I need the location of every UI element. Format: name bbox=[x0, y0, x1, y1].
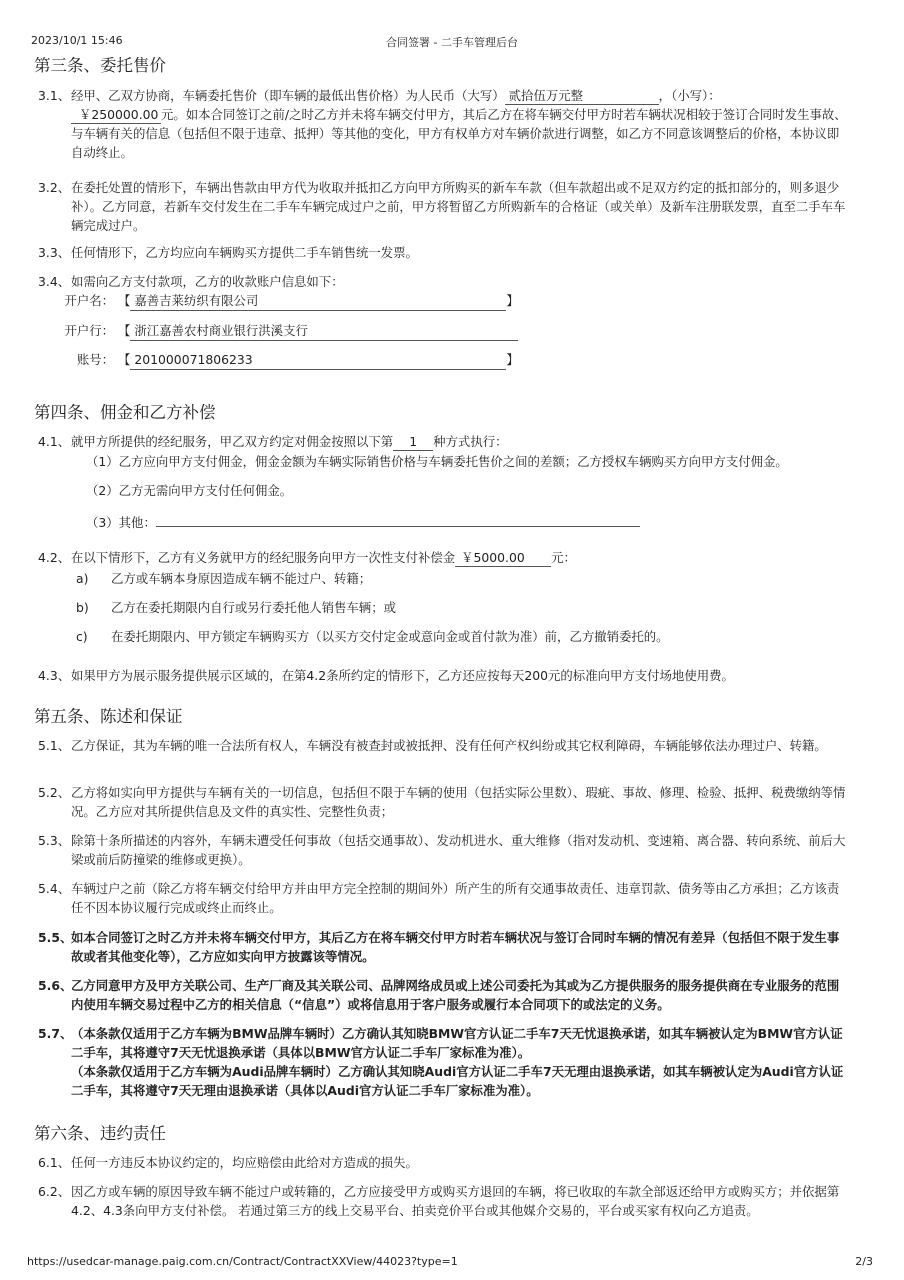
print-timestamp: 2023/10/1 15:46 bbox=[31, 34, 123, 47]
option-2: （2）乙方无需向甲方支付任何佣金。 bbox=[86, 483, 293, 498]
clause-5-3: 5.3、 除第十条所描述的内容外，车辆未遭受任何事故（包括交通事故）、发动机进水、重大维修（指对发动机、变速箱、离合器、转向系统、前后大梁或前后防撞梁的维修或更换）。 bbox=[38, 833, 846, 867]
clause-6-2: 6.2、 因乙方或车辆的原因导致车辆不能过户或转籍的，乙方应接受甲方或购买方退回的车辆，将已收取的车款全部返还给甲方或购买方；并依据第4.2、4.3条向甲方支付补偿。 若通过第三方的线上交易平台、拍卖竞价平台或其他媒介交易的，平台或买家有权向乙方追责。 bbox=[38, 1184, 840, 1218]
list-item-a: a) 乙方或车辆本身原因造成车辆不能过户、转籍； bbox=[76, 571, 372, 586]
print-header bbox=[31, 34, 873, 48]
section-4-title: 第四条、佣金和乙方补偿 bbox=[34, 403, 216, 422]
clause-5-2: 5.2、 乙方将如实向甲方提供与车辆有关的一切信息，包括但不限于车辆的使用（包括实际公里数）、瑕疵、事故、修理、检验、抵押、税费缴纳等情况。乙方应对其所提供信息及文件的真实性、完整性负责； bbox=[38, 785, 846, 819]
clause-4-1: 4.1、 就甲方所提供的经纪服务，甲乙双方约定对佣金按照以下第 1 种方式执行： bbox=[38, 434, 508, 449]
page-url: https://usedcar-manage.paig.com.cn/Contract/ContractXXView/44023?type=1 bbox=[27, 1255, 458, 1268]
clause-4-3: 4.3、 如果甲方为展示服务提供展示区域的，在第4.2条所约定的情形下，乙方还应按每天200元的标准向甲方支付场地使用费。 bbox=[38, 668, 734, 683]
clause-5-6: 5.6、 乙方同意甲方及甲方关联公司、生产厂商及其关联公司、品牌网络成员或上述公司委托为其或为乙方提供服务的服务提供商在专业服务的范围内使用车辆交易过程中乙方的相关信息（“信息”）或将信息用于客户服务或履行本合同项下的或法定的义务。 bbox=[38, 978, 840, 1012]
clause-3-2: 3.2、 在委托处置的情形下，车辆出售款由甲方代为收取并抵扣乙方向甲方所购买的新车车款（但车款超出或不足双方约定的抵扣部分的，则多退少补）。乙方同意，若新车交付发生在二手车车辆完成过户之前，甲方将暂留乙方所购新车的合格证（或关单）及新车注册联发票，直至二手车车辆完成过户。 bbox=[38, 180, 846, 233]
commission-option-field: 1 bbox=[393, 434, 433, 451]
list-item-b: b) 乙方在委托期限内自行或另行委托他人销售车辆；或 bbox=[76, 600, 396, 615]
account-number-row: 账号： 【 201000071806233 】 bbox=[118, 351, 519, 370]
option-3: （3）其他： bbox=[86, 510, 864, 532]
section-6-title: 第六条、违约责任 bbox=[34, 1124, 166, 1143]
clause-5-5: 5.5、 如本合同签订之时乙方并未将车辆交付甲方，其后乙方在将车辆交付甲方时若车辆状况与签订合同时车辆的情况有差异（包括但不限于发生事故或者其他变化等），乙方应如实向甲方披露该等情况。 bbox=[38, 930, 840, 964]
list-item-c: c) 在委托期限内、甲方锁定车辆购买方（以买方交付定金或意向金或首付款为准）前，乙方撤销委托的。 bbox=[76, 629, 669, 644]
print-title: 合同签署 - 二手车管理后台 bbox=[386, 36, 518, 49]
clause-5-1: 5.1、 乙方保证，其为车辆的唯一合法所有权人，车辆没有被查封或被抵押、没有任何产权纠纷或其它权利障碍，车辆能够依法办理过户、转籍。 bbox=[38, 738, 827, 753]
bank-row: 开户行： 【 浙江嘉善农村商业银行洪溪支行 bbox=[118, 322, 518, 341]
option-1: （1）乙方应向甲方支付佣金，佣金金额为车辆实际销售价格与车辆委托售价之间的差额；乙方授权车辆购买方向甲方支付佣金。 bbox=[86, 454, 788, 469]
print-footer bbox=[27, 1255, 873, 1268]
clause-3-1: 3.1、 经甲、乙双方协商，车辆委托售价（即车辆的最低出售价格）为人民币（大写） 贰拾伍万元整 ，（小写）： ￥250000.00 元。如本合同签订之前/之时乙方并未将车辆交付甲方，其后乙方在将车辆交付甲方时若车辆状况相较于签订合同时发生事故、与车辆有关的信息（包括但不限于违章、抵押）等其他的变化，甲方有权单方对车辆价款进行调整，如乙方不同意该调整后的价格，本协议即自动终止。 bbox=[38, 88, 847, 160]
compensation-amount-field: ￥5000.00 bbox=[455, 550, 551, 567]
clause-5-7: 5.7、 （本条款仅适用于乙方车辆为BMW品牌车辆时）乙方确认其知晓BMW官方认证二手车7天无忧退换承诺，如其车辆被认定为BMW官方认证二手车，其将遵守7天无忧退换承诺（具体以BMW官方认证二手车厂家标准为准）。 （本条款仅适用于乙方车辆为Audi品牌车辆时）乙方确认其知晓Audi官方认证二手车7天无理由退换承诺，如其车辆被认定为Audi官方认证二手车，其将遵守7天无理由退换承诺（具体以Audi官方认证二手车厂家标准为准）。 bbox=[38, 1026, 844, 1098]
account-holder-row: 开户名： 【 嘉善吉莱纺织有限公司 】 bbox=[118, 292, 519, 311]
option-3-blank bbox=[156, 510, 640, 527]
amount-words-field: 贰拾伍万元整 bbox=[505, 88, 659, 105]
clause-3-4: 3.4、 如需向乙方支付款项，乙方的收款账户信息如下： bbox=[38, 274, 344, 289]
page-number: 2/3 bbox=[855, 1255, 873, 1268]
clause-3-3: 3.3、 任何情形下，乙方均应向车辆购买方提供二手车销售统一发票。 bbox=[38, 245, 418, 260]
clause-5-4: 5.4、 车辆过户之前（除乙方将车辆交付给甲方并由甲方完全控制的期间外）所产生的所有交通事故责任、违章罚款、债务等由乙方承担；乙方该责任不因本协议履行完成或终止而终止。 bbox=[38, 881, 840, 915]
account-number-field: 201000071806233 bbox=[130, 351, 506, 370]
amount-number-field: ￥250000.00 bbox=[71, 107, 161, 124]
clause-6-1: 6.1、 任何一方违反本协议约定的，均应赔偿由此给对方造成的损失。 bbox=[38, 1155, 418, 1170]
section-3-title: 第三条、委托售价 bbox=[34, 56, 166, 75]
clause-4-2: 4.2、 在以下情形下，乙方有义务就甲方的经纪服务向甲方一次性支付补偿金 ￥5000.00 元： bbox=[38, 550, 576, 565]
account-holder-field: 嘉善吉莱纺织有限公司 bbox=[130, 292, 506, 311]
bank-field: 浙江嘉善农村商业银行洪溪支行 bbox=[130, 322, 518, 341]
section-5-title: 第五条、陈述和保证 bbox=[34, 707, 183, 726]
